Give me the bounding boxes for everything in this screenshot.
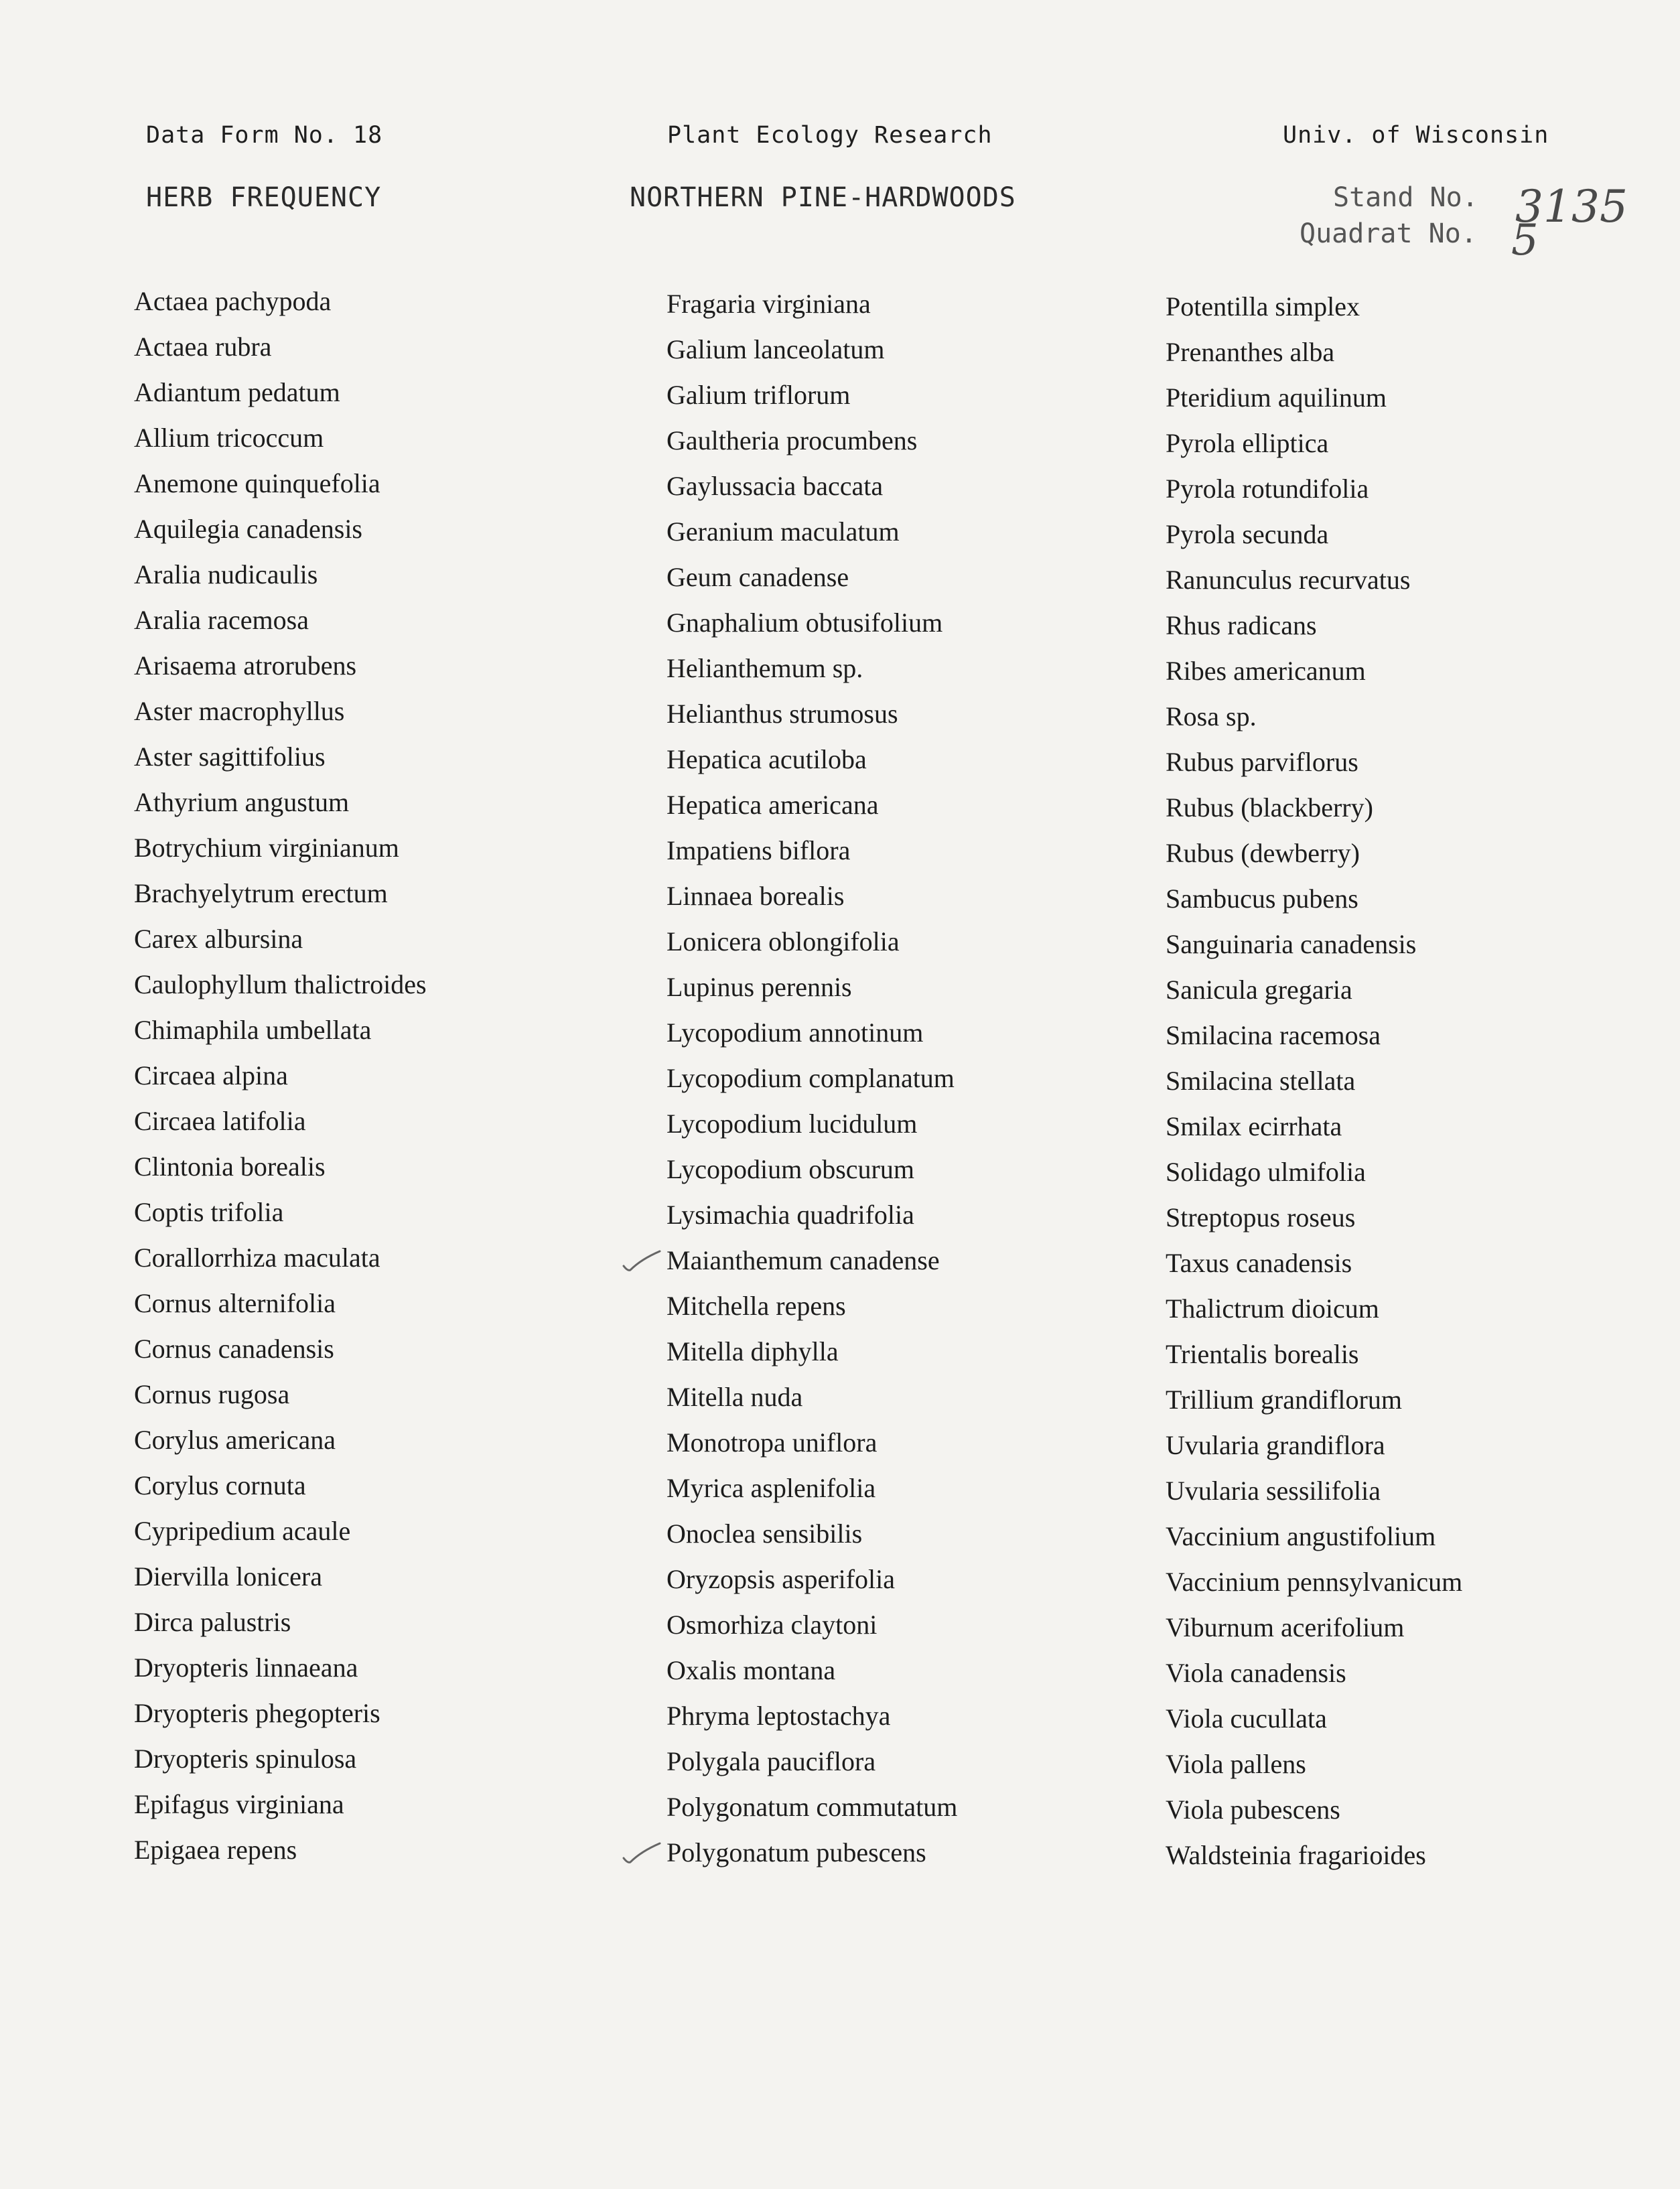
species-item[interactable]: Vaccinium pennsylvanicum	[1166, 1567, 1463, 1597]
species-item[interactable]: Impatiens biflora	[667, 835, 851, 865]
species-item[interactable]: Aster macrophyllus	[134, 696, 345, 726]
species-item[interactable]: Aralia racemosa	[134, 605, 309, 635]
species-item[interactable]: Botrychium virginianum	[134, 833, 399, 863]
species-item[interactable]: Vaccinium angustifolium	[1166, 1521, 1436, 1551]
species-item[interactable]: Taxus canadensis	[1166, 1248, 1352, 1278]
species-item[interactable]: Actaea rubra	[134, 332, 272, 362]
community-title: NORTHERN PINE-HARDWOODS	[630, 182, 1016, 213]
species-item[interactable]: Mitchella repens	[667, 1291, 846, 1321]
species-item[interactable]: Caulophyllum thalictroides	[134, 969, 427, 999]
species-item[interactable]: Rubus parviflorus	[1166, 747, 1358, 777]
species-item[interactable]: Viola cucullata	[1166, 1703, 1327, 1734]
species-label: Maianthemum canadense	[667, 1245, 940, 1275]
species-item[interactable]: Gaylussacia baccata	[667, 471, 884, 501]
species-item[interactable]: Sambucus pubens	[1166, 884, 1358, 914]
species-item[interactable]: Viola pallens	[1166, 1749, 1306, 1779]
species-item[interactable]: Dirca palustris	[134, 1607, 291, 1637]
species-item[interactable]: Pyrola rotundifolia	[1166, 474, 1369, 504]
species-item[interactable]: Carex albursina	[134, 924, 303, 954]
species-item[interactable]: Sanguinaria canadensis	[1166, 929, 1417, 959]
species-item[interactable]: Polygonatum commutatum	[667, 1792, 958, 1822]
species-item[interactable]: Gaultheria procumbens	[667, 425, 918, 455]
species-item[interactable]: Solidago ulmifolia	[1166, 1157, 1366, 1187]
species-item[interactable]: Coptis trifolia	[134, 1197, 284, 1227]
species-item[interactable]: Lycopodium lucidulum	[667, 1109, 918, 1139]
species-item[interactable]: Onoclea sensibilis	[667, 1519, 863, 1549]
species-item[interactable]: Rhus radicans	[1166, 610, 1317, 640]
species-column-3	[1166, 284, 1581, 1878]
species-item[interactable]: Helianthus strumosus	[667, 699, 898, 729]
species-item[interactable]: Lycopodium obscurum	[667, 1154, 914, 1184]
species-item[interactable]: Osmorhiza claytoni	[667, 1610, 878, 1640]
species-item[interactable]: Phryma leptostachya	[667, 1701, 891, 1731]
species-item[interactable]: Epigaea repens	[134, 1835, 297, 1865]
stand-number: 3135	[1515, 181, 1628, 232]
species-item[interactable]: Mitella nuda	[667, 1382, 803, 1412]
species-item[interactable]: Lysimachia quadrifolia	[667, 1200, 914, 1230]
species-item[interactable]: Polygala pauciflora	[667, 1746, 876, 1776]
species-item[interactable]: Allium tricoccum	[134, 423, 324, 453]
species-item[interactable]: Arisaema atrorubens	[134, 650, 357, 681]
species-item[interactable]: Lonicera oblongifolia	[667, 926, 900, 957]
species-item[interactable]: Smilax ecirrhata	[1166, 1111, 1342, 1141]
species-item[interactable]: Rosa sp.	[1166, 701, 1257, 731]
species-item[interactable]: Cornus alternifolia	[134, 1288, 336, 1318]
species-item[interactable]: Cypripedium acaule	[134, 1516, 351, 1546]
species-item[interactable]: Dryopteris linnaeana	[134, 1652, 358, 1683]
species-item[interactable]: Corylus cornuta	[134, 1470, 306, 1500]
species-item[interactable]: Cornus canadensis	[134, 1334, 334, 1364]
header-form-number: Data Form No. 18	[146, 122, 383, 149]
species-item[interactable]: Galium lanceolatum	[667, 334, 885, 364]
species-item[interactable]: Dryopteris phegopteris	[134, 1698, 380, 1728]
species-item[interactable]: Corallorrhiza maculata	[134, 1243, 380, 1273]
species-item[interactable]: Brachyelytrum erectum	[134, 878, 388, 908]
species-item[interactable]: Linnaea borealis	[667, 881, 845, 911]
species-item[interactable]: Anemone quinquefolia	[134, 468, 380, 498]
species-item[interactable]: Prenanthes alba	[1166, 337, 1335, 367]
species-item[interactable]: Helianthemum sp.	[667, 653, 863, 683]
species-item[interactable]: Aralia nudicaulis	[134, 559, 318, 589]
species-item[interactable]: Viola pubescens	[1166, 1794, 1340, 1825]
species-item[interactable]: Uvularia grandiflora	[1166, 1430, 1385, 1460]
form-title: HERB FREQUENCY	[146, 182, 382, 213]
species-item[interactable]: Circaea alpina	[134, 1060, 288, 1090]
species-item[interactable]: Myrica asplenifolia	[667, 1473, 876, 1503]
species-label: Polygonatum pubescens	[667, 1837, 926, 1867]
species-item[interactable]: Mitella diphylla	[667, 1336, 839, 1366]
species-item[interactable]: Athyrium angustum	[134, 787, 350, 817]
species-item[interactable]: Epifagus virginiana	[134, 1789, 344, 1819]
species-item[interactable]: Hepatica americana	[667, 790, 879, 820]
header-institution: Univ. of Wisconsin	[1283, 122, 1549, 149]
header-program: Plant Ecology Research	[667, 122, 993, 149]
species-item[interactable]: Dryopteris spinulosa	[134, 1744, 357, 1774]
species-item[interactable]: Trientalis borealis	[1166, 1339, 1359, 1369]
species-item[interactable]: Smilacina stellata	[1166, 1066, 1356, 1096]
species-item[interactable]: Chimaphila umbellata	[134, 1015, 372, 1045]
checkmark-icon	[621, 1839, 661, 1866]
species-item[interactable]: Cornus rugosa	[134, 1379, 290, 1409]
quadrat-number: 5	[1511, 216, 1539, 265]
species-item[interactable]: Ribes americanum	[1166, 656, 1366, 686]
species-item[interactable]: Waldsteinia fragarioides	[1166, 1840, 1426, 1870]
species-item[interactable]: Viburnum acerifolium	[1166, 1612, 1405, 1642]
species-item[interactable]: Oryzopsis asperifolia	[667, 1564, 896, 1594]
species-column-2	[667, 281, 1082, 1876]
species-item[interactable]: Uvularia sessilifolia	[1166, 1476, 1381, 1506]
species-item[interactable]: Circaea latifolia	[134, 1106, 306, 1136]
species-item[interactable]: Pyrola elliptica	[1166, 428, 1329, 458]
species-item[interactable]: Pyrola secunda	[1166, 519, 1329, 549]
checkmark-icon	[621, 1247, 661, 1274]
species-item[interactable]: Geum canadense	[667, 562, 849, 592]
species-item[interactable]: Rubus (blackberry)	[1166, 792, 1373, 823]
quadrat-label: Quadrat No.	[1300, 218, 1477, 249]
species-item[interactable]: Monotropa uniflora	[667, 1427, 878, 1458]
species-item[interactable]: Viola canadensis	[1166, 1658, 1346, 1688]
species-item[interactable]: Potentilla simplex	[1166, 291, 1360, 322]
species-item[interactable]: Streptopus roseus	[1166, 1202, 1356, 1232]
species-item[interactable]: Sanicula gregaria	[1166, 975, 1352, 1005]
species-item[interactable]: Lycopodium annotinum	[667, 1017, 924, 1048]
species-item[interactable]: Fragaria virginiana	[667, 289, 871, 319]
species-column-1	[134, 279, 549, 1873]
species-item[interactable]: Ranunculus recurvatus	[1166, 565, 1411, 595]
species-item[interactable]: Aster sagittifolius	[134, 742, 326, 772]
species-item-checked[interactable]	[667, 1238, 1082, 1283]
species-item[interactable]: Lupinus perennis	[667, 972, 852, 1002]
species-item[interactable]: Hepatica acutiloba	[667, 744, 867, 774]
species-item[interactable]: Gnaphalium obtusifolium	[667, 608, 943, 638]
species-item[interactable]: Lycopodium complanatum	[667, 1063, 955, 1093]
species-item[interactable]: Clintonia borealis	[134, 1151, 326, 1182]
species-item[interactable]: Pteridium aquilinum	[1166, 382, 1387, 413]
species-item[interactable]: Geranium maculatum	[667, 516, 900, 547]
species-item[interactable]: Galium triflorum	[667, 380, 851, 410]
species-item[interactable]: Rubus (dewberry)	[1166, 838, 1360, 868]
stand-label: Stand No.	[1333, 182, 1478, 213]
species-item[interactable]: Smilacina racemosa	[1166, 1020, 1381, 1050]
species-item[interactable]: Actaea pachypoda	[134, 286, 332, 316]
species-item[interactable]: Oxalis montana	[667, 1655, 836, 1685]
species-item-checked[interactable]	[667, 1830, 1082, 1876]
species-item[interactable]: Corylus americana	[134, 1425, 336, 1455]
species-item[interactable]: Trillium grandiflorum	[1166, 1385, 1402, 1415]
species-item[interactable]: Adiantum pedatum	[134, 377, 340, 407]
species-item[interactable]: Diervilla lonicera	[134, 1561, 322, 1592]
species-item[interactable]: Aquilegia canadensis	[134, 514, 362, 544]
species-item[interactable]: Thalictrum dioicum	[1166, 1293, 1379, 1324]
